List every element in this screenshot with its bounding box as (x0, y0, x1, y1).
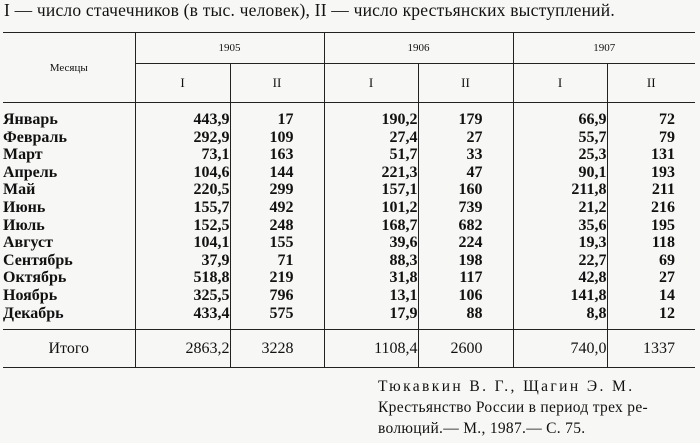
value-cell: 179 (418, 103, 513, 129)
year-header-1905: 1905 (135, 33, 324, 64)
table-row (3, 217, 695, 235)
total-value: 1337 (607, 330, 695, 368)
value-cell: 163 (230, 146, 324, 164)
value-cell: 141,8 (513, 287, 607, 305)
table-caption: I — число стачечников (в тыс. человек), II — число крестьянских выступлений. (4, 0, 615, 20)
table-row (3, 164, 695, 182)
value-cell: 157,1 (324, 181, 418, 199)
total-value: 1108,4 (324, 330, 418, 368)
value-cell: 190,2 (324, 103, 418, 129)
value-cell: 104,1 (135, 234, 230, 252)
table-row (3, 287, 695, 305)
value-cell: 248 (230, 217, 324, 235)
value-cell: 21,2 (513, 199, 607, 217)
value-cell: 109 (230, 129, 324, 147)
value-cell: 27 (659, 269, 675, 287)
year-header-row (3, 33, 695, 64)
year-header-1907: 1907 (513, 33, 695, 64)
value-cell: 195 (651, 216, 675, 234)
value-cell: 90,1 (513, 164, 607, 182)
value-cell: 131 (651, 146, 675, 164)
month-cell: Февраль (3, 129, 135, 147)
month-cell: Август (3, 234, 135, 252)
value-cell: 37,9 (135, 252, 230, 270)
value-cell: 117 (418, 269, 513, 287)
table-row (3, 305, 695, 330)
sub-header-strikers: I (324, 64, 418, 103)
value-cell: 160 (418, 181, 513, 199)
value-cell: 35,6 (513, 217, 607, 235)
value-cell: 144 (230, 164, 324, 182)
value-cell: 47 (418, 164, 513, 182)
total-value: 3228 (230, 330, 324, 368)
table-row (3, 269, 695, 287)
value-cell: 443,9 (135, 103, 230, 129)
value-cell: 211,8 (513, 181, 607, 199)
value-cell: 88 (418, 305, 513, 330)
month-cell: Октябрь (3, 269, 135, 287)
value-cell: 198 (418, 252, 513, 270)
value-cell: 19,3 (513, 234, 607, 252)
source-authors: Тюкавкин В. Г., Щагин Э. М. (378, 378, 635, 395)
value-cell: 73,1 (135, 146, 230, 164)
total-row (3, 330, 695, 368)
value-cell: 55,7 (513, 129, 607, 147)
value-cell: 104,6 (135, 164, 230, 182)
value-cell: 8,8 (513, 305, 607, 330)
table-row (3, 103, 695, 129)
total-value: 2863,2 (135, 330, 230, 368)
sub-header-strikers: I (135, 64, 230, 103)
value-cell: 17 (230, 103, 324, 129)
value-cell: 211 (651, 181, 675, 199)
value-cell: 155,7 (135, 199, 230, 217)
month-cell: Декабрь (3, 305, 135, 330)
value-cell: 739 (418, 199, 513, 217)
year-header-1906: 1906 (324, 33, 513, 64)
table-row (3, 252, 695, 270)
table-row (3, 199, 695, 217)
value-cell: 22,7 (513, 252, 607, 270)
month-cell: Сентябрь (3, 252, 135, 270)
value-cell: 27 (418, 129, 513, 147)
value-cell: 17,9 (324, 305, 418, 330)
value-cell: 224 (418, 234, 513, 252)
value-cell: 72 (659, 111, 675, 128)
value-cell: 221,3 (324, 164, 418, 182)
table-row (3, 146, 695, 164)
month-cell: Июль (3, 217, 135, 235)
value-cell: 31,8 (324, 269, 418, 287)
value-cell: 292,9 (135, 129, 230, 147)
value-cell: 118 (651, 234, 675, 252)
value-cell: 299 (230, 181, 324, 199)
value-cell: 13,1 (324, 287, 418, 305)
sub-header-uprisings: II (418, 64, 513, 103)
sub-header-uprisings: II (607, 64, 695, 103)
value-cell: 79 (659, 128, 675, 146)
value-cell: 682 (418, 217, 513, 235)
source-title: Крестьянство России в период трех ре- (378, 399, 648, 416)
value-cell: 518,8 (135, 269, 230, 287)
value-cell: 27,4 (324, 129, 418, 147)
value-cell: 220,5 (135, 181, 230, 199)
value-cell: 25,3 (513, 146, 607, 164)
value-cell: 66,9 (513, 103, 607, 129)
month-column-header: Месяцы (3, 33, 135, 103)
value-cell: 433,4 (135, 305, 230, 330)
table-row (3, 129, 695, 147)
value-cell: 216 (651, 198, 675, 216)
value-cell: 88,3 (324, 252, 418, 270)
sub-header-uprisings: II (230, 64, 324, 103)
value-cell: 12 (659, 304, 675, 322)
value-cell: 492 (230, 199, 324, 217)
value-cell: 71 (230, 252, 324, 270)
month-cell: Май (3, 181, 135, 199)
value-cell: 33 (418, 146, 513, 164)
month-cell: Апрель (3, 164, 135, 182)
value-cell: 42,8 (513, 269, 607, 287)
value-cell: 101,2 (324, 199, 418, 217)
value-cell: 14 (659, 286, 675, 304)
value-cell: 219 (230, 269, 324, 287)
value-cell: 39,6 (324, 234, 418, 252)
total-value: 740,0 (513, 330, 607, 368)
value-cell: 51,7 (324, 146, 418, 164)
value-cell: 796 (230, 287, 324, 305)
table-row (3, 181, 695, 199)
table-body (3, 103, 695, 368)
month-cell: Ноябрь (3, 287, 135, 305)
value-cell: 325,5 (135, 287, 230, 305)
source-citation (378, 376, 698, 439)
value-cell: 69 (659, 251, 675, 269)
month-cell: Январь (3, 103, 135, 129)
value-cell: 575 (230, 305, 324, 330)
sub-header-strikers: I (513, 64, 607, 103)
source-publication: волюций.— М., 1987.— С. 75. (378, 420, 586, 437)
month-cell: Июнь (3, 199, 135, 217)
value-cell: 168,7 (324, 217, 418, 235)
total-value: 2600 (418, 330, 513, 368)
total-label: Итого (3, 330, 135, 368)
value-cell: 193 (651, 163, 675, 181)
value-cell: 152,5 (135, 217, 230, 235)
value-cell: 106 (418, 287, 513, 305)
month-cell: Март (3, 146, 135, 164)
strikes-table (3, 32, 695, 368)
table-row (3, 234, 695, 252)
value-cell: 155 (230, 234, 324, 252)
